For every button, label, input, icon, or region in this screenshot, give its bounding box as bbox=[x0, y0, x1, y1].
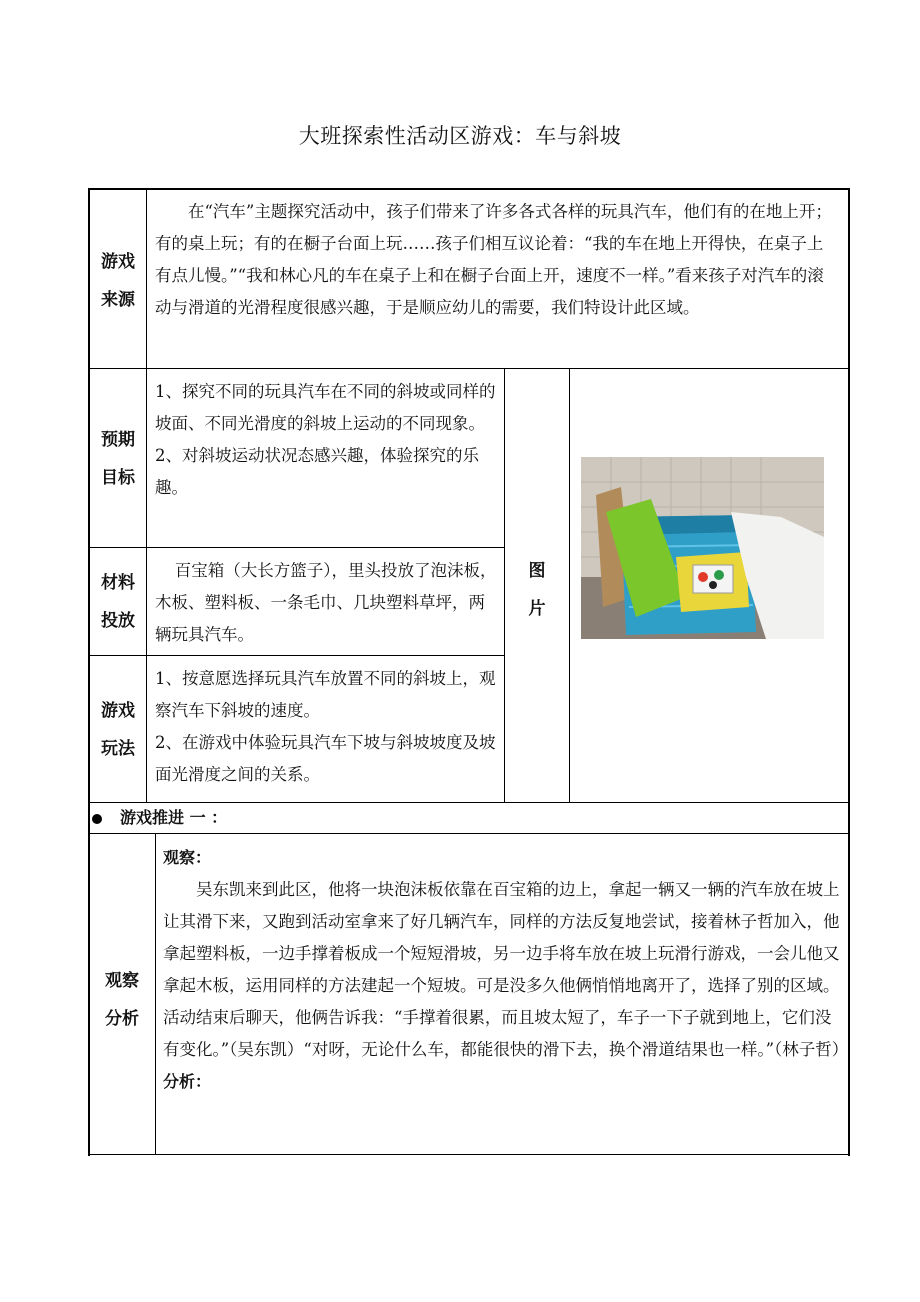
label-column-divider bbox=[146, 189, 147, 802]
row-divider bbox=[88, 1154, 848, 1155]
progress-heading-row bbox=[90, 803, 840, 833]
play-label: 游戏 玩法 bbox=[101, 701, 135, 759]
goal-label: 预期 目标 bbox=[101, 430, 135, 488]
observe-content bbox=[163, 842, 849, 1098]
row-divider bbox=[88, 368, 848, 369]
goal-item-2: 2、对斜坡运动状况态感兴趣，体验探究的乐趣。 bbox=[155, 446, 479, 497]
progress-heading: 游戏推进 一 ： bbox=[120, 808, 228, 827]
basket-ramp-photo bbox=[581, 457, 824, 639]
material-paragraph: 百宝箱（大长方篮子），里头投放了泡沫板，木板、塑料板、一条毛巾、几块塑料草坪，两辆玩具汽车。 bbox=[155, 561, 497, 644]
row-divider bbox=[88, 547, 505, 548]
row-divider bbox=[88, 833, 848, 834]
play-item-1: 1、按意愿选择玩具汽车放置不同的斜坡上，观察汽车下斜坡的速度。 bbox=[155, 669, 496, 720]
play-text bbox=[155, 663, 500, 791]
source-paragraph: 在“汽车”主题探究活动中，孩子们带来了许多各式各样的玩具汽车，他们有的在地上开；有的桌上玩；有的在橱子台面上玩……孩子们相互议论着：“我的车在地上开得快，在桌子上有点儿慢。”“我和林心凡的车在桌子上和在橱子台面上开，速度不一样。”看来孩子对汽车的滚动与滑道的光滑程度很感兴趣，于是顺应幼儿的需要，我们特设计此区域。 bbox=[155, 202, 832, 317]
goal-item-1: 1、探究不同的玩具汽车在不同的斜坡或同样的坡面、不同光滑度的斜坡上运动的不同现象。 bbox=[155, 382, 496, 433]
label-column-divider-lower bbox=[155, 833, 156, 1154]
source-label: 游戏 来源 bbox=[101, 252, 135, 310]
analysis-heading: 分析： bbox=[163, 1072, 212, 1091]
observe-heading: 观察： bbox=[163, 848, 212, 867]
row-divider bbox=[88, 655, 505, 656]
material-label: 材料 投放 bbox=[101, 573, 135, 631]
activity-photo bbox=[581, 457, 824, 639]
bullet-icon bbox=[92, 814, 102, 824]
observe-label: 观察 分析 bbox=[105, 971, 139, 1029]
goal-text bbox=[155, 376, 500, 504]
play-item-2: 2、在游戏中体验玩具汽车下坡与斜坡坡度及坡面光滑度之间的关系。 bbox=[155, 733, 496, 784]
picture-label: 图 片 bbox=[528, 561, 546, 619]
observe-paragraph: 吴东凯来到此区，他将一块泡沫板依靠在百宝箱的边上，拿起一辆又一辆的汽车放在坡上让其滑下来，又跑到活动室拿来了好几辆汽车，同样的方法反复地尝试，接着林子哲加入，他拿起塑料板，一边手撑着板成一个短短滑坡，另一边手将车放在坡上玩滑行游戏，一会儿他又拿起木板，运用同样的方法建起一个短坡。可是没多久他俩悄悄地离开了，选择了别的区域。活动结束后聊天，他俩告诉我：“手撑着很累，而且坡太短了，车子一下子就到地上，它们没有变化。”（吴东凯）“对呀，无论什么车，都能很快的滑下去，换个滑道结果也一样。”（林子哲） bbox=[163, 880, 849, 1059]
page-title: 大班探索性活动区游戏：车与斜坡 bbox=[298, 124, 622, 148]
picture-column-divider-right bbox=[569, 368, 570, 802]
picture-column-divider-left bbox=[504, 368, 505, 802]
